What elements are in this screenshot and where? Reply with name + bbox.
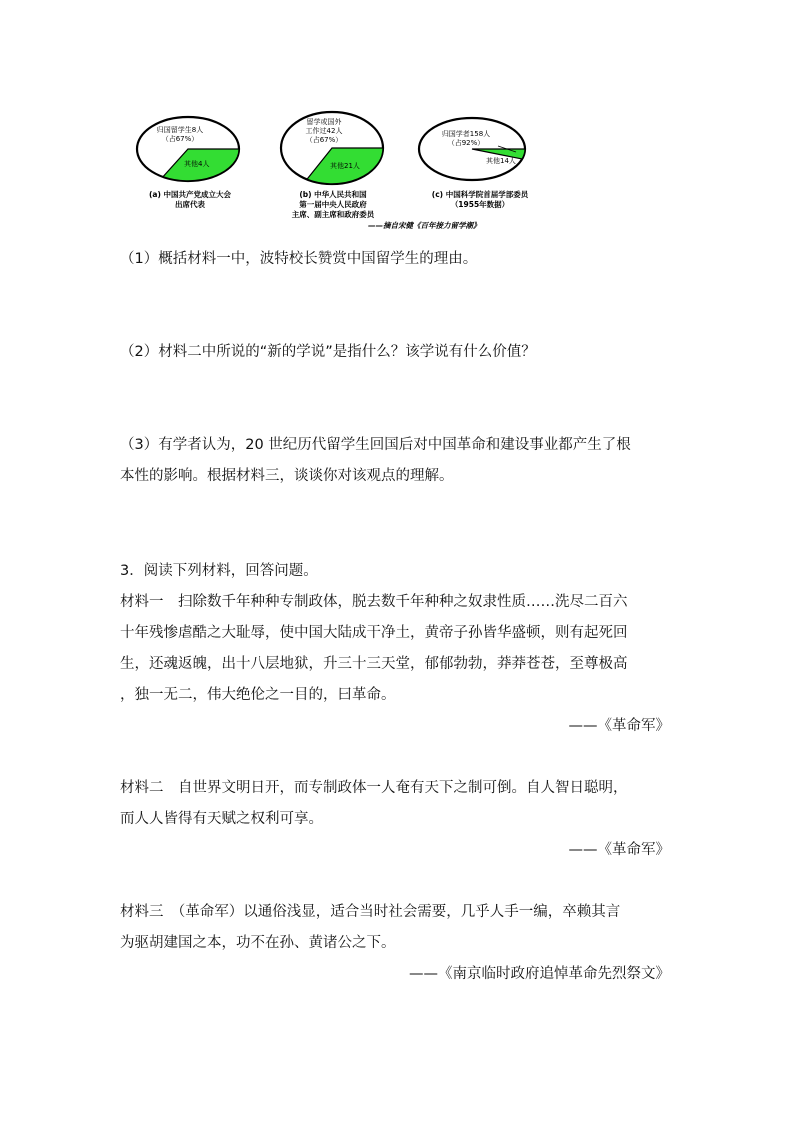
- material-3-line: 材料三 （革命军）以通俗浅显，适合当时社会需要，几乎人手一编，卒赖其言: [120, 904, 621, 920]
- material-2-line: 而人人皆得有天赋之权利可享。: [120, 811, 323, 827]
- pie-b-caption: (b) 中华人民共和国 第一届中央人民政府 主席、副主席和政府委员: [291, 190, 375, 219]
- pie-c-main-label: 归国学者158人 （占92%）: [441, 130, 491, 147]
- material-1-line: 材料一 扫除数千年种种专制政体，脱去数千年种种之奴隶性质……洗尽二百六: [120, 594, 628, 610]
- question-3-line-1: （3）有学者认为，20 世纪历代留学生回国后对中国革命和建设事业都产生了根: [120, 437, 631, 453]
- pie-a-other-label: 其他4人: [184, 160, 210, 168]
- pie-a-caption: (a) 中国共产党成立大会 出席代表: [148, 190, 232, 209]
- material-3-line: 为驱胡建国之本，功不在孙、黄诸公之下。: [120, 935, 396, 951]
- pie-c-other-label: 其他14人: [486, 157, 516, 165]
- question-3-line-2: 本性的影响。根据材料三，谈谈你对该观点的理解。: [120, 468, 454, 484]
- pie-chart-b: [278, 108, 386, 188]
- figure-source: ——摘自宋健《百年接力留学潮》: [368, 221, 481, 230]
- material-1-line: 生，还魂返魄，出十八层地狱，升三十三天堂，郁郁勃勃，莽莽苍苍，至尊极高: [120, 656, 628, 672]
- question-2: （2）材料二中所说的“新的学说”是指什么？该学说有什么价值？: [120, 344, 536, 360]
- pie-b-other-label: 其他21人: [330, 162, 360, 170]
- pie-c-caption: (c) 中国科学院首届学部委员 （1955年数据）: [431, 190, 529, 209]
- pie-chart-c: [416, 114, 532, 184]
- material-1-source: ——《革命军》: [568, 718, 670, 734]
- material-3-source: ——《南京临时政府追悼革命先烈祭文》: [409, 966, 670, 982]
- pie-chart-a: [134, 114, 242, 184]
- material-1-line: 十年残惨虐酷之大耻辱，使中国大陆成干净土，黄帝子孙皆华盛顿，则有起死回: [120, 625, 628, 641]
- question-1: （1）概括材料一中，波特校长赞赏中国留学生的理由。: [120, 251, 478, 267]
- material-1-line: ，独一无二，伟大绝伦之一目的，曰革命。: [120, 687, 396, 703]
- section-3-heading: 3．阅读下列材料，回答问题。: [120, 563, 318, 579]
- material-2-line: 材料二 自世界文明日开，而专制政体一人奄有天下之制可倒。自人智日聪明，: [120, 780, 628, 796]
- pie-chart-figure: [120, 108, 580, 232]
- pie-b-main-label: 留学或国外 工作过42人 （占67%）: [305, 118, 343, 144]
- pie-a-main-label: 归国留学生8人 （占67%）: [156, 126, 204, 143]
- material-2-source: ——《革命军》: [568, 842, 670, 858]
